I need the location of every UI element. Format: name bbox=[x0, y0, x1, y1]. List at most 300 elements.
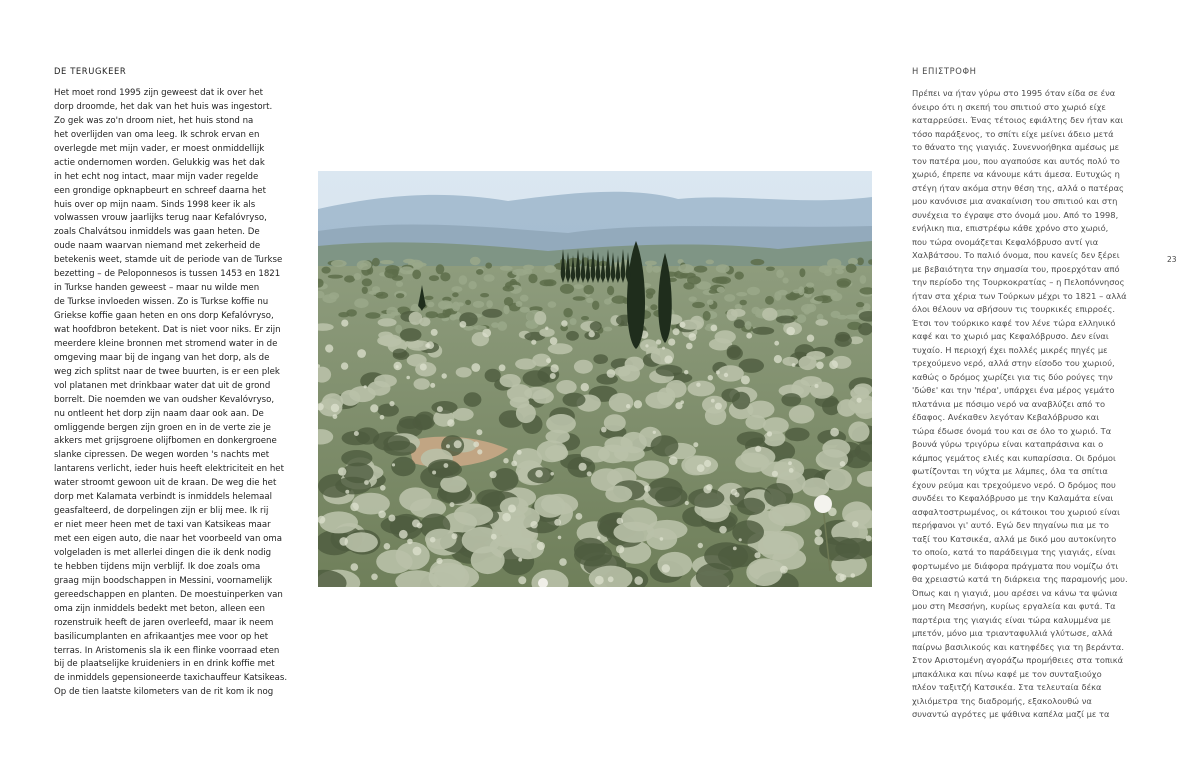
olive-tree-canopy bbox=[764, 483, 793, 507]
foliage-highlight bbox=[589, 331, 595, 337]
foliage-highlight bbox=[680, 322, 686, 328]
dutch-text-line: Zo gek was zo'n droom niet, het huis stond na bbox=[54, 115, 254, 126]
olive-grove-landscape-image bbox=[318, 171, 872, 587]
dutch-text-line: te hebben tijdens mijn verblijf. Ik doe zoals oma bbox=[54, 561, 261, 572]
distant-shrub bbox=[322, 267, 331, 274]
foliage-highlight bbox=[719, 526, 727, 534]
foliage-highlight bbox=[616, 545, 624, 553]
olive-tree-canopy bbox=[789, 405, 815, 424]
olive-tree-canopy bbox=[349, 386, 376, 402]
distant-shrub bbox=[357, 260, 372, 270]
distant-shrub bbox=[712, 277, 728, 284]
foliage-highlight bbox=[477, 449, 482, 454]
distant-shrub bbox=[528, 274, 537, 284]
dutch-text-line: omgeving maar bij de ingang van het dorp, als de bbox=[54, 352, 270, 363]
foliage-highlight bbox=[350, 503, 359, 512]
foliage-highlight bbox=[491, 534, 497, 540]
distant-shrub bbox=[544, 265, 556, 273]
dutch-text-line: volgeladen is met allerlei dingen die ik denk nodig bbox=[54, 547, 272, 558]
greek-text-line: το θάνατο της γιαγιάς. Συνεννοήθηκα αμέσως με bbox=[912, 142, 1120, 152]
foliage-highlight bbox=[715, 403, 722, 410]
foliage-highlight bbox=[531, 340, 536, 345]
greek-text-line: παίρνω βασιλικούς και κατηφέδες για τη βεράντα. bbox=[912, 641, 1124, 652]
foliage-highlight bbox=[537, 542, 545, 550]
foliage-highlight bbox=[554, 519, 561, 526]
greek-text-line: θα χρειαστώ κατά τη διάρκεια της παραμονής μου. bbox=[912, 574, 1128, 584]
distant-shrub bbox=[563, 308, 572, 318]
olive-tree-canopy bbox=[800, 376, 822, 386]
olive-tree-canopy bbox=[734, 319, 745, 328]
foliage-highlight bbox=[680, 400, 684, 404]
foliage-highlight bbox=[518, 576, 526, 584]
foliage-highlight bbox=[454, 440, 462, 448]
foliage-highlight bbox=[711, 325, 718, 332]
distant-shrub bbox=[793, 289, 803, 293]
foliage-highlight bbox=[684, 370, 688, 374]
foliage-highlight bbox=[669, 456, 678, 465]
dutch-text-line: graag mijn boodschappen in Messini, voornamelijk bbox=[54, 575, 273, 586]
olive-tree-canopy bbox=[825, 469, 852, 491]
foliage-highlight bbox=[436, 558, 442, 564]
foliage-highlight bbox=[840, 461, 846, 467]
foliage-highlight bbox=[645, 344, 648, 347]
foliage-highlight bbox=[626, 404, 630, 408]
olive-tree-canopy bbox=[705, 406, 726, 425]
distant-shrub bbox=[692, 302, 705, 308]
olive-tree-canopy bbox=[752, 327, 774, 335]
distant-shrub bbox=[787, 295, 798, 300]
distant-shrub bbox=[766, 267, 775, 271]
distant-shrub bbox=[403, 259, 415, 264]
distant-shrub bbox=[573, 296, 586, 301]
foliage-highlight bbox=[815, 529, 822, 536]
distant-shrub bbox=[646, 264, 653, 273]
dutch-text-line: de inmiddels gepensioneerde taxichauffeur Katsikeas. bbox=[54, 673, 288, 684]
dutch-text-line: zoals Chalvátsou inmiddels was gaan heten. De bbox=[54, 227, 260, 238]
distant-shrub bbox=[765, 296, 774, 305]
distant-shrub bbox=[438, 300, 453, 310]
greek-text-line: Πρέπει να ήταν γύρω στο 1995 όταν είδα σε ένα bbox=[912, 88, 1116, 98]
distant-shrub bbox=[391, 312, 400, 316]
greek-heading: Η ΕΠΙΣΤΡΟΦΗ bbox=[912, 66, 977, 76]
foliage-highlight bbox=[431, 329, 438, 336]
foliage-highlight bbox=[389, 401, 394, 406]
greek-text-line: ασφαλτοστρωμένος, οι κάτοικοι του χωριού είναι bbox=[912, 506, 1120, 517]
dutch-text-line: terras. In Aristomenis sla ik een flinke voorraad eten bbox=[54, 645, 280, 656]
foliage-highlight bbox=[608, 576, 614, 582]
greek-text-line: με βεβαιότητα την σημασία του, προερχόταν από bbox=[912, 263, 1120, 274]
foliage-highlight bbox=[364, 480, 369, 485]
foliage-highlight bbox=[689, 333, 697, 341]
foliage-highlight bbox=[866, 535, 872, 541]
foliage-highlight bbox=[442, 373, 447, 378]
foliage-highlight bbox=[807, 335, 814, 342]
olive-tree-canopy bbox=[776, 316, 795, 324]
foliage-highlight bbox=[338, 467, 346, 475]
foliage-highlight bbox=[814, 536, 823, 545]
distant-shrub bbox=[485, 263, 492, 269]
distant-shrub bbox=[465, 300, 471, 305]
distant-shrub bbox=[396, 293, 405, 298]
foliage-highlight bbox=[535, 470, 543, 478]
distant-shrub bbox=[452, 302, 460, 312]
olive-tree-canopy bbox=[737, 498, 765, 515]
olive-tree-canopy bbox=[688, 381, 716, 397]
greek-text-line: τρεχούμενο νερό, αλλά στην είσοδο του χωριού, bbox=[912, 358, 1115, 368]
distant-shrub bbox=[504, 297, 513, 306]
foliage-highlight bbox=[786, 327, 795, 336]
dutch-text-line: nu ontleent het dorp zijn naam daar ook aan. De bbox=[54, 408, 264, 419]
olive-tree-canopy bbox=[546, 414, 576, 433]
olive-tree-canopy bbox=[454, 504, 493, 526]
foliage-highlight bbox=[357, 349, 366, 358]
dutch-text-line: akkers met grijsgroene olijfbomen en donkergroene bbox=[54, 436, 277, 447]
greek-text-line: τόσο παράξενος, το σπίτι είχε μείνει άδειο μετά bbox=[912, 128, 1114, 139]
foliage-highlight bbox=[380, 485, 386, 491]
distant-shrub bbox=[344, 275, 355, 282]
distant-shrub bbox=[380, 260, 394, 264]
olive-tree-canopy bbox=[400, 328, 422, 341]
distant-shrub bbox=[774, 291, 781, 300]
foliage-highlight bbox=[396, 365, 399, 368]
olive-tree-canopy bbox=[745, 415, 766, 430]
greek-text-line: ενήλικη πια, επιστρέφω κάθε χρόνο στο χωριό, bbox=[912, 223, 1109, 233]
dutch-text-line: actie ondernomen worden. Gelukkig was het dak bbox=[54, 157, 265, 168]
olive-tree-canopy bbox=[806, 351, 825, 360]
distant-shrub bbox=[412, 270, 421, 280]
foliage-highlight bbox=[550, 364, 558, 372]
olive-tree-canopy bbox=[563, 393, 586, 407]
greek-text-line: περήφανοι γι' αυτό. Εγώ δεν πηγαίνω πια με το bbox=[912, 520, 1109, 530]
foliage-highlight bbox=[550, 337, 558, 345]
dutch-text-line: Griekse koffie gaan heten en ons dorp Kefalóvryso, bbox=[54, 311, 274, 321]
greek-text-line: φωτίζονται τη νύχτα με λάμπες, όλα τα σπίτια bbox=[912, 466, 1108, 476]
olive-tree-canopy bbox=[566, 331, 579, 341]
greek-body bbox=[912, 87, 1134, 722]
foliage-highlight bbox=[545, 327, 548, 330]
foliage-highlight bbox=[546, 358, 551, 363]
olive-tree-canopy bbox=[763, 417, 789, 434]
distant-shrub bbox=[735, 272, 744, 280]
distant-shrub bbox=[835, 269, 844, 274]
distant-shrub bbox=[354, 273, 362, 280]
greek-text-line: έχουν ρεύμα και τρεχούμενο νερό. Ο δρόμος που bbox=[912, 479, 1116, 490]
foliage-highlight bbox=[460, 321, 467, 328]
olive-tree-canopy bbox=[378, 332, 393, 339]
distant-shrub bbox=[856, 302, 864, 307]
greek-text-line: μπακάλικα και πίνω καφέ με τον συνταξιούχο bbox=[912, 668, 1102, 679]
distant-shrub bbox=[412, 262, 427, 267]
distant-shrub bbox=[694, 266, 707, 273]
olive-tree-canopy bbox=[727, 345, 741, 358]
olive-tree-canopy bbox=[758, 532, 798, 560]
dutch-text-line: dorp droomde, het dak van het huis was ingestort. bbox=[54, 101, 273, 112]
distant-shrub bbox=[581, 316, 589, 320]
greek-text-line: βουνά γύρω τριγύρω είναι καταπράσινα και ο bbox=[912, 439, 1104, 449]
foliage-highlight bbox=[634, 576, 643, 585]
olive-tree-canopy bbox=[510, 397, 530, 408]
foliage-highlight bbox=[339, 537, 348, 546]
foliage-highlight bbox=[595, 576, 604, 585]
foliage-highlight bbox=[816, 362, 824, 370]
foliage-highlight bbox=[407, 539, 413, 545]
foliage-highlight bbox=[673, 328, 680, 335]
foliage-highlight bbox=[601, 427, 607, 433]
distant-shrub bbox=[603, 327, 612, 332]
landscape-photo bbox=[318, 171, 872, 587]
foliage-highlight bbox=[471, 363, 480, 372]
greek-text-line: Χαλβάτσου. Το παλιό όνομα, που κανείς δεν ξέρει bbox=[912, 250, 1120, 260]
distant-shrub bbox=[470, 257, 481, 265]
dutch-text-line: oude naam waarvan niemand met zekerheid de bbox=[54, 241, 261, 252]
foliage-highlight bbox=[550, 472, 554, 476]
distant-shrub bbox=[520, 295, 529, 302]
distant-shrub bbox=[362, 278, 372, 286]
greek-text-line: τον πατέρα μου, που αγαπούσε και αυτός πολύ το bbox=[912, 155, 1120, 166]
greek-text-line: συναντώ αγρότες με ψάθινα καπέλα μαζί με τα bbox=[912, 709, 1110, 719]
olive-tree-canopy bbox=[732, 520, 764, 544]
foliage-highlight bbox=[371, 574, 378, 581]
dutch-text-line: met een eigen auto, die naar het voorbeeld van oma bbox=[54, 534, 283, 544]
dutch-text-line: de Turkse invloeden wissen. Zo is Turkse koffie nu bbox=[54, 297, 269, 308]
greek-text-line: Έτσι τον τούρκικο καφέ τον λένε τώρα ελληνικό bbox=[912, 317, 1116, 328]
distant-shrub bbox=[451, 286, 462, 292]
foliage-highlight bbox=[430, 537, 436, 543]
distant-shrub bbox=[331, 260, 347, 267]
foliage-highlight bbox=[741, 375, 750, 384]
foliage-highlight bbox=[473, 441, 479, 447]
distant-shrub bbox=[484, 274, 495, 281]
dutch-text-line: rozenstruik heeft de jaren overleefd, maar ik neem bbox=[54, 617, 274, 628]
distant-shrub bbox=[365, 312, 380, 318]
olive-tree-canopy bbox=[574, 538, 606, 561]
foliage-highlight bbox=[341, 320, 348, 327]
foliage-highlight bbox=[476, 429, 482, 435]
distant-shrub bbox=[740, 300, 747, 306]
foliage-highlight bbox=[388, 515, 395, 522]
foliage-highlight bbox=[331, 404, 339, 412]
olive-tree-canopy bbox=[634, 461, 669, 479]
dutch-text-line: Het moet rond 1995 zijn geweest dat ik over het bbox=[54, 88, 264, 98]
dutch-body bbox=[54, 87, 286, 700]
distant-shrub bbox=[706, 260, 714, 265]
distant-shrub bbox=[429, 275, 439, 281]
olive-tree-canopy bbox=[533, 389, 554, 403]
foliage-highlight bbox=[830, 428, 839, 437]
page-number: 23 bbox=[1167, 255, 1177, 264]
olive-tree-canopy bbox=[747, 401, 774, 419]
foliage-highlight bbox=[559, 558, 567, 566]
dutch-text-line: betekenis weet, stamde uit de periode van de Turkse bbox=[54, 255, 283, 266]
distant-shrub bbox=[436, 264, 445, 274]
greek-text-line: χιλιόμετρα της διαδρομής, εξακολουθώ να bbox=[912, 695, 1092, 706]
distant-shrub bbox=[516, 301, 523, 307]
foliage-highlight bbox=[774, 341, 779, 346]
foliage-highlight bbox=[345, 490, 349, 494]
olive-tree-canopy bbox=[651, 435, 679, 456]
distant-shrub bbox=[497, 321, 507, 331]
foliage-highlight bbox=[852, 521, 858, 527]
dutch-text-line: overlegde met mijn vader, er moest onmiddellijk bbox=[54, 143, 265, 154]
olive-tree-canopy bbox=[548, 343, 573, 354]
olive-tree-canopy bbox=[556, 380, 576, 394]
distant-shrub bbox=[707, 299, 714, 305]
distant-shrub bbox=[604, 299, 611, 305]
foliage-highlight bbox=[696, 383, 700, 387]
greek-text-line: που τώρα ονομάζεται Κεφαλόβρυσο αντί για bbox=[912, 236, 1099, 247]
greek-text-line: Στον Αριστομένη αγοράζω προμήθειες στα τοπικά bbox=[912, 655, 1124, 665]
foliage-highlight bbox=[708, 375, 713, 380]
foliage-highlight bbox=[561, 320, 567, 326]
olive-tree-canopy bbox=[717, 365, 744, 381]
foliage-highlight bbox=[662, 564, 670, 572]
dutch-text-line: een grondige opknapbeurt en schreef daarna het bbox=[54, 185, 266, 196]
olive-tree-canopy bbox=[648, 478, 683, 502]
distant-shrub bbox=[652, 266, 661, 273]
greek-text-line: μπετόν, μόνο μια τριανταφυλλιά γλύτωσε, αλλά bbox=[912, 628, 1113, 638]
foliage-highlight bbox=[597, 536, 600, 539]
distant-shrub bbox=[716, 264, 730, 273]
olive-tree-canopy bbox=[534, 311, 546, 325]
foliage-highlight bbox=[653, 431, 656, 434]
foliage-highlight bbox=[755, 446, 761, 452]
distant-shrub bbox=[745, 321, 752, 330]
foliage-highlight bbox=[662, 347, 665, 350]
foliage-highlight bbox=[789, 468, 794, 473]
distant-shrub bbox=[607, 286, 614, 295]
foliage-highlight bbox=[558, 536, 562, 540]
distant-shrub bbox=[500, 266, 513, 271]
dutch-text-line: geasfalteerd, de dorpelingen zijn er blij mee. Ik rij bbox=[54, 506, 269, 517]
greek-text-line: πλέον ταξιτζή Κατσικέα. Στα τελευταία δέκα bbox=[912, 682, 1102, 692]
olive-tree-canopy bbox=[396, 542, 430, 570]
foliage-highlight bbox=[437, 406, 443, 412]
olive-tree-canopy bbox=[815, 319, 828, 326]
foliage-highlight bbox=[792, 363, 796, 367]
foliage-highlight bbox=[788, 461, 792, 465]
foliage-highlight bbox=[829, 360, 838, 369]
distant-shrub bbox=[548, 301, 557, 308]
dutch-text-line: water stroomt gewoon uit de kraan. De weg die het bbox=[54, 478, 277, 489]
distant-shrub bbox=[544, 279, 557, 286]
distant-shrub bbox=[452, 292, 459, 297]
dutch-text-line: het overlijden van oma leeg. Ik schrok ervan en bbox=[54, 129, 260, 140]
olive-tree-canopy bbox=[393, 349, 407, 359]
foliage-highlight bbox=[697, 464, 705, 472]
olive-tree-canopy bbox=[645, 392, 673, 409]
foliage-highlight bbox=[716, 370, 720, 374]
olive-tree-canopy bbox=[625, 357, 645, 372]
foliage-highlight bbox=[840, 574, 847, 581]
dutch-text-line: bezetting – de Peloponnesos is tussen 1453 en 1821 bbox=[54, 269, 281, 280]
distant-shrub bbox=[396, 281, 403, 287]
distant-shrub bbox=[736, 292, 747, 296]
foliage-highlight bbox=[617, 518, 624, 525]
greek-text-line: τώρα έδωσε όνομά του και σε όλο το χωριό. Τα bbox=[912, 425, 1112, 436]
greek-text-line: όνειρο ότι η σκεπή του σπιτιού στο χωριό είχε bbox=[912, 101, 1106, 112]
olive-tree-canopy bbox=[785, 428, 810, 442]
foliage-highlight bbox=[530, 521, 537, 528]
distant-shrub bbox=[776, 269, 784, 278]
distant-shrub bbox=[473, 301, 484, 308]
distant-shrub bbox=[376, 292, 389, 299]
greek-text-line: στέγη ήταν ακόμα στην θέση της, αλλά ο πατέρας bbox=[912, 182, 1124, 193]
foliage-highlight bbox=[325, 344, 333, 352]
distant-shrub bbox=[860, 275, 867, 284]
dutch-text-line: basilicumplanten en afrikaantjes mee voor op het bbox=[54, 631, 269, 642]
foliage-highlight bbox=[427, 341, 435, 349]
olive-tree-canopy bbox=[858, 323, 872, 336]
olive-tree-canopy bbox=[605, 486, 632, 503]
olive-tree-canopy bbox=[715, 330, 736, 343]
greek-text-line: συνδέει το Κεφαλόβρυσο με την Καλαμάτα είναι bbox=[912, 493, 1114, 503]
greek-text-line: καφέ και το χωριό μας Κεφαλόβρυσο. Δεν είναι bbox=[912, 331, 1109, 341]
olive-tree-canopy bbox=[500, 374, 521, 387]
foliage-highlight bbox=[378, 511, 386, 519]
distant-shrub bbox=[612, 296, 627, 304]
olive-tree-canopy bbox=[345, 532, 378, 552]
greek-text-line: φορτωμένο με διάφορα πράγματα που νομίζω ότι bbox=[912, 560, 1119, 571]
greek-text-line: καθώς ο δρόμος χωρίζει για τις δύο ρούγες την bbox=[912, 371, 1113, 382]
dutch-text-line: vol platanen met drinkbaar water dat uit de grond bbox=[54, 380, 271, 391]
foliage-highlight bbox=[634, 400, 642, 408]
distant-shrub bbox=[328, 275, 343, 279]
olive-tree-canopy bbox=[341, 450, 372, 466]
dutch-text-line: in Turkse handen geweest – maar nu wilde men bbox=[54, 283, 260, 294]
distant-shrub bbox=[747, 287, 760, 296]
olive-tree-canopy bbox=[462, 527, 501, 554]
olive-tree-canopy bbox=[414, 378, 430, 390]
dutch-text-line: gereedschappen en planten. De moestuinperken van bbox=[54, 589, 283, 600]
greek-text-line: κάμπος γεμάτος ελιές και κυπαρίσσια. Οι δρόμοι bbox=[912, 452, 1116, 463]
olive-tree-canopy bbox=[574, 360, 593, 374]
distant-shrub bbox=[756, 309, 762, 317]
olive-tree-canopy bbox=[762, 308, 777, 321]
foliage-highlight bbox=[413, 547, 422, 556]
foliage-highlight bbox=[444, 463, 449, 468]
distant-shrub bbox=[329, 292, 339, 299]
dutch-text-line: wat hoofdbron betekent. Dat is niet voor niks. Er zijn bbox=[54, 324, 281, 335]
foliage-highlight bbox=[724, 373, 728, 377]
dutch-text-line: er niet meer heen met de taxi van Katsikeas maar bbox=[54, 520, 271, 531]
distant-shrub bbox=[683, 282, 694, 289]
dutch-text-line: lantarens verlicht, ieder huis heeft elektriciteit en het bbox=[54, 464, 284, 475]
olive-tree-canopy bbox=[456, 367, 472, 377]
foliage-highlight bbox=[693, 442, 698, 447]
distant-shrub bbox=[400, 266, 414, 274]
distant-shrub bbox=[526, 312, 535, 321]
distant-shrub bbox=[503, 286, 515, 292]
foliage-highlight bbox=[780, 566, 788, 574]
distant-shrub bbox=[735, 304, 742, 309]
greek-text-column bbox=[912, 66, 1134, 722]
dutch-text-line: slanke cipressen. De wegen worden 's nachts met bbox=[54, 450, 270, 461]
foliage-highlight bbox=[772, 471, 778, 477]
distant-shrub bbox=[486, 300, 493, 308]
distant-shrub bbox=[427, 302, 434, 308]
foliage-highlight bbox=[754, 552, 760, 558]
distant-shrub bbox=[831, 293, 843, 302]
distant-shrub bbox=[574, 284, 584, 289]
foliage-highlight bbox=[733, 547, 737, 551]
greek-text-line: ήταν στα χέρια των Τούρκων μέχρι το 1821 – αλλά bbox=[912, 290, 1127, 301]
olive-tree-canopy bbox=[431, 401, 457, 414]
foliage-highlight bbox=[502, 513, 511, 522]
distant-shrub bbox=[709, 290, 718, 294]
distant-shrub bbox=[796, 314, 806, 323]
foliage-highlight bbox=[489, 471, 496, 478]
olive-tree-canopy bbox=[656, 365, 683, 377]
